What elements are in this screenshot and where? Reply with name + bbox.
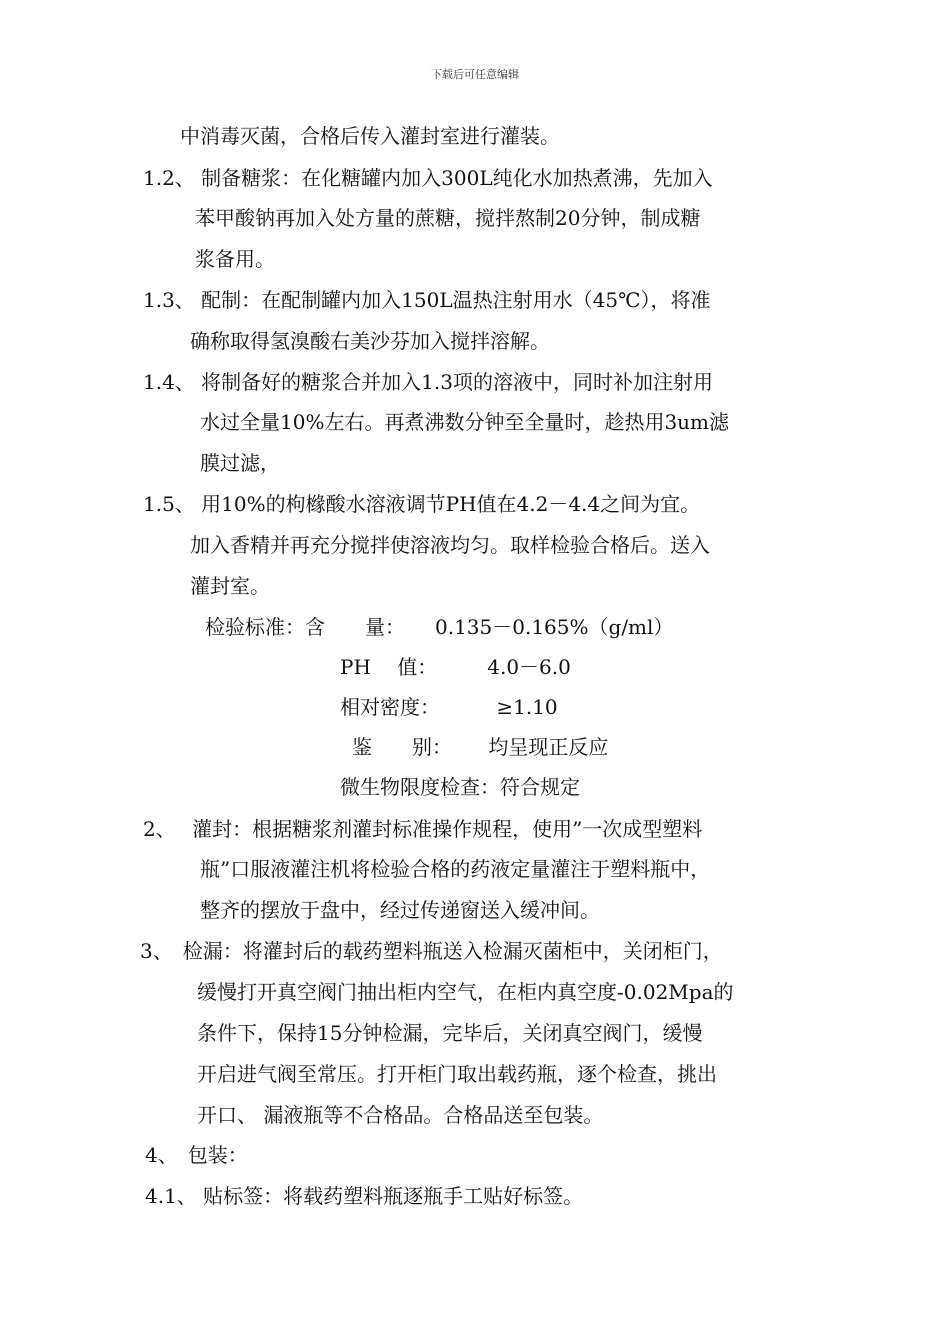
text-line: 苯甲酸钠再加入处方量的蔗糖，搅拌熬制20分钟，制成糖 <box>195 206 701 230</box>
text-line: 水过全量10%左右。再煮沸数分钟至全量时，趁热用3um滤 <box>200 410 730 434</box>
text-line: 开启进气阀至常压。打开柜门取出载药瓶，逐个检查，挑出 <box>197 1062 717 1086</box>
text-line: 微生物限度检查：符合规定 <box>340 775 580 799</box>
text-line: 相对密度： ≥1.10 <box>340 695 558 719</box>
text-line: 浆备用。 <box>195 247 275 271</box>
text-line: 检验标准：含 量： 0.135－0.165%（g/ml） <box>205 615 674 639</box>
text-line: 整齐的摆放于盘中，经过传递窗送入缓冲间。 <box>200 898 600 922</box>
text-line: PH 值： 4.0－6.0 <box>340 655 571 679</box>
text-line: 1.3、 配制：在配制罐内加入150L温热注射用水（45℃），将准 <box>143 288 711 312</box>
text-line: 1.2、 制备糖浆：在化糖罐内加入300L纯化水加热煮沸，先加入 <box>143 166 713 190</box>
text-line: 膜过滤， <box>200 451 280 475</box>
text-line: 瓶”口服液灌注机将检验合格的药液定量灌注于塑料瓶中， <box>200 857 711 881</box>
text-line: 鉴 别： 均呈现正反应 <box>352 735 609 759</box>
text-line: 条件下，保持15分钟检漏，完毕后，关闭真空阀门，缓慢 <box>197 1021 703 1045</box>
text-line: 1.5、 用10%的枸橼酸水溶液调节PH值在4.2－4.4之间为宜。 <box>143 492 701 516</box>
text-line: 1.4、 将制备好的糖浆合并加入1.3项的溶液中，同时补加注射用 <box>143 370 713 394</box>
text-line: 缓慢打开真空阀门抽出柜内空气，在柜内真空度-0.02Mpa的 <box>197 980 734 1004</box>
text-line: 灌封室。 <box>190 574 270 598</box>
text-line: 确称取得氢溴酸右美沙芬加入搅拌溶解。 <box>190 329 550 353</box>
text-line: 加入香精并再充分搅拌使溶液均匀。取样检验合格后。送入 <box>190 533 710 557</box>
text-line: 4、 包装： <box>145 1143 248 1167</box>
text-line: 中消毒灭菌，合格后传入灌封室进行灌装。 <box>180 124 560 148</box>
text-line: 3、 检漏：将灌封后的载药塑料瓶送入检漏灭菌柜中，关闭柜门， <box>140 939 723 963</box>
page-header: 下载后可任意编辑 <box>431 68 519 81</box>
text-line: 4.1、 贴标签：将载药塑料瓶逐瓶手工贴好标签。 <box>145 1184 584 1208</box>
text-line: 2、 灌封：根据糖浆剂灌封标准操作规程，使用”一次成型塑料 <box>143 817 703 841</box>
text-line: 开口、 漏液瓶等不合格品。合格品送至包装。 <box>197 1103 604 1127</box>
